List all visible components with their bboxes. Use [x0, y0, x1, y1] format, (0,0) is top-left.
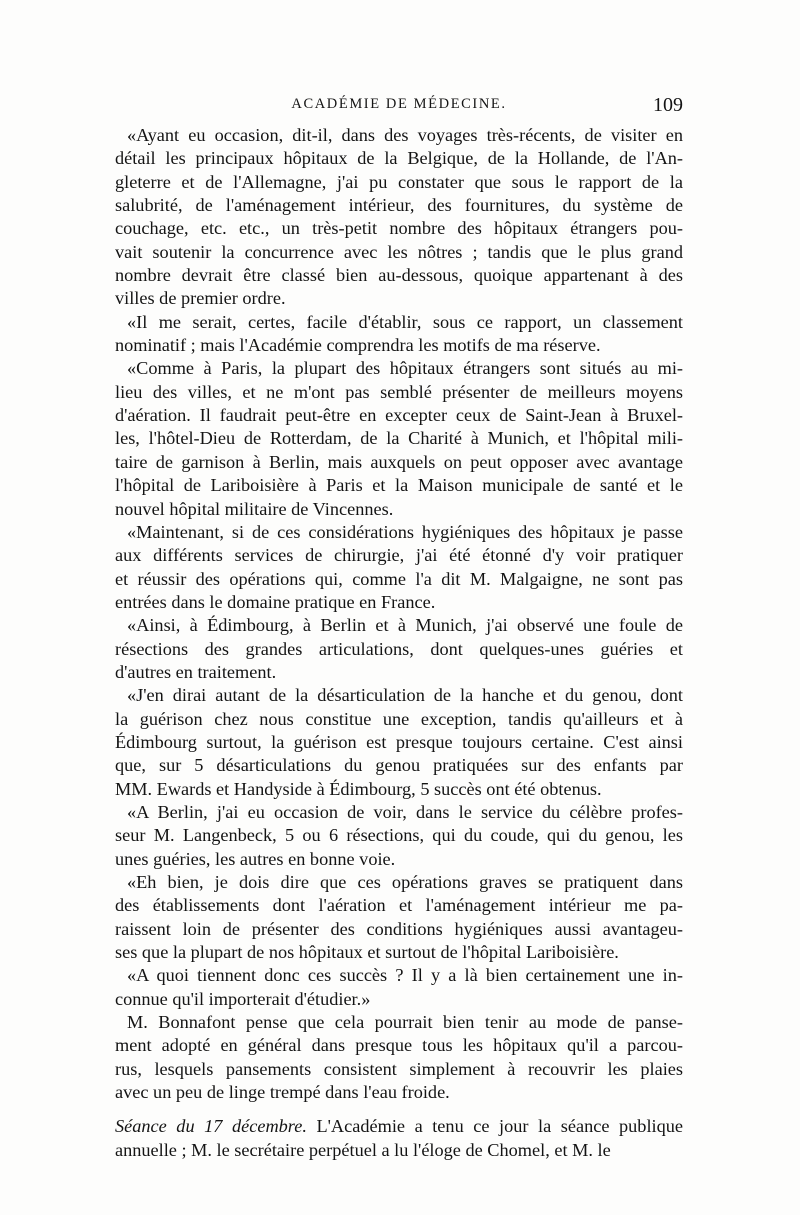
text-line: vait soutenir la concurrence avec les nôtres ; tandis que le plus grand [115, 241, 683, 262]
text-line: avec un peu de linge trempé dans l'eau froide. [115, 1082, 450, 1103]
text-line: ses que la plupart de nos hôpitaux et surtout de l'hôpital Lariboisière. [115, 942, 619, 963]
text-line: les, l'hôtel-Dieu de Rotterdam, de la Charité à Munich, et l'hôpital mili- [115, 428, 683, 449]
text-line: et réussir des opérations qui, comme l'a dit M. Malgaigne, ne sont pas [115, 568, 683, 589]
text-line: aux différents services de chirurgie, j'ai été étonné d'y voir pratiquer [115, 545, 683, 566]
text-line: raissent loin de présenter des conditions hygiéniques aussi avantageu- [115, 918, 683, 939]
text-line: nouvel hôpital militaire de Vincennes. [115, 498, 394, 519]
text-line: gleterre et de l'Allemagne, j'ai pu constater que sous le rapport de la [115, 171, 683, 192]
text-line: «Eh bien, je dois dire que ces opérations graves se pratiquent dans [127, 872, 683, 892]
text-line: nombre devrait être classé bien au-dessous, quoique appartenant à des [115, 265, 683, 286]
text-line: détail les principaux hôpitaux de la Belgique, de la Hollande, de l'An- [115, 148, 683, 169]
text-line: «Ayant eu occasion, dit-il, dans des voyages très-récents, de visiter en [127, 125, 683, 145]
text-line: nominatif ; mais l'Académie comprendra les motifs de ma réserve. [115, 335, 601, 356]
text-line: la guérison chez nous constitue une exception, tandis qu'ailleurs et à [115, 708, 683, 729]
text-line: MM. Ewards et Handyside à Édimbourg, 5 succès ont été obtenus. [115, 778, 602, 799]
text-line: entrées dans le domaine pratique en France. [115, 591, 436, 612]
text-line: unes guéries, les autres en bonne voie. [115, 848, 396, 869]
text-line: M. Bonnafont pense que cela pourrait bien tenir au mode de panse- [127, 1012, 683, 1033]
text-line: taire de garnison à Berlin, mais auxquels on peut opposer avec avantage [115, 451, 683, 472]
text-line: «A quoi tiennent donc ces succès ? Il y a là bien certainement une in- [127, 965, 683, 986]
text-line: «Ainsi, à Édimbourg, à Berlin et à Munich, j'ai observé une foule de [127, 615, 683, 636]
text-line: Édimbourg surtout, la guérison est presque toujours certaine. C'est ainsi [115, 731, 683, 752]
text-line: connue qu'il importerait d'étudier.» [115, 988, 371, 1009]
text-line: d'autres en traitement. [115, 661, 277, 682]
text-line: d'aération. Il faudrait peut-être en excepter ceux de Saint-Jean à Bruxel- [115, 405, 683, 426]
seance-line [115, 1115, 683, 1138]
text-line: seur M. Langenbeck, 5 ou 6 résections, qui du coude, qui du genou, les [115, 825, 683, 846]
text-line: «Maintenant, si de ces considérations hygiéniques des hôpitaux je passe [127, 521, 683, 542]
page-header [115, 94, 683, 120]
text-line: «Comme à Paris, la plupart des hôpitaux étrangers sont situés au mi- [127, 358, 683, 379]
body-text [115, 124, 683, 1162]
text-line: l'hôpital de Lariboisière à Paris et la Maison municipale de santé et le [115, 475, 683, 496]
text-line: «Il me serait, certes, facile d'établir, sous ce rapport, un classement [127, 311, 683, 332]
text-line: «A Berlin, j'ai eu occasion de voir, dans le service du célèbre profes- [127, 801, 683, 822]
text-line: que, sur 5 désarticulations du genou pratiquées sur des enfants par [115, 755, 683, 776]
seance-label: Séance du 17 décembre. [115, 1116, 307, 1137]
text-line: ment adopté en général dans presque tous les hôpitaux qu'il a parcou- [115, 1035, 683, 1056]
text-line: «J'en dirai autant de la désarticulation de la hanche et du genou, dont [127, 685, 683, 706]
text-line: salubrité, de l'aménagement intérieur, des fournitures, du système de [115, 195, 683, 216]
running-head: ACADÉMIE DE MÉDECINE. [291, 96, 507, 112]
seance-line: annuelle ; M. le secrétaire perpétuel a lu l'éloge de Chomel, et M. le [115, 1139, 611, 1160]
seance-text: L'Académie a tenu ce jour la séance publique [306, 1116, 683, 1137]
text-line: résections des grandes articulations, dont quelques-unes guéries et [115, 638, 683, 659]
text-line: couchage, etc. etc., un très-petit nombre des hôpitaux étrangers pou- [115, 218, 683, 239]
text-line: villes de premier ordre. [115, 288, 286, 309]
page-number: 109 [653, 94, 683, 116]
text-line: des établissements dont l'aération et l'aménagement intérieur me pa- [115, 895, 683, 916]
text-line: lieu des villes, et ne m'ont pas semblé présenter de meilleurs moyens [115, 381, 683, 402]
text-line: rus, lesquels pansements consistent simplement à recouvrir les plaies [115, 1058, 683, 1079]
